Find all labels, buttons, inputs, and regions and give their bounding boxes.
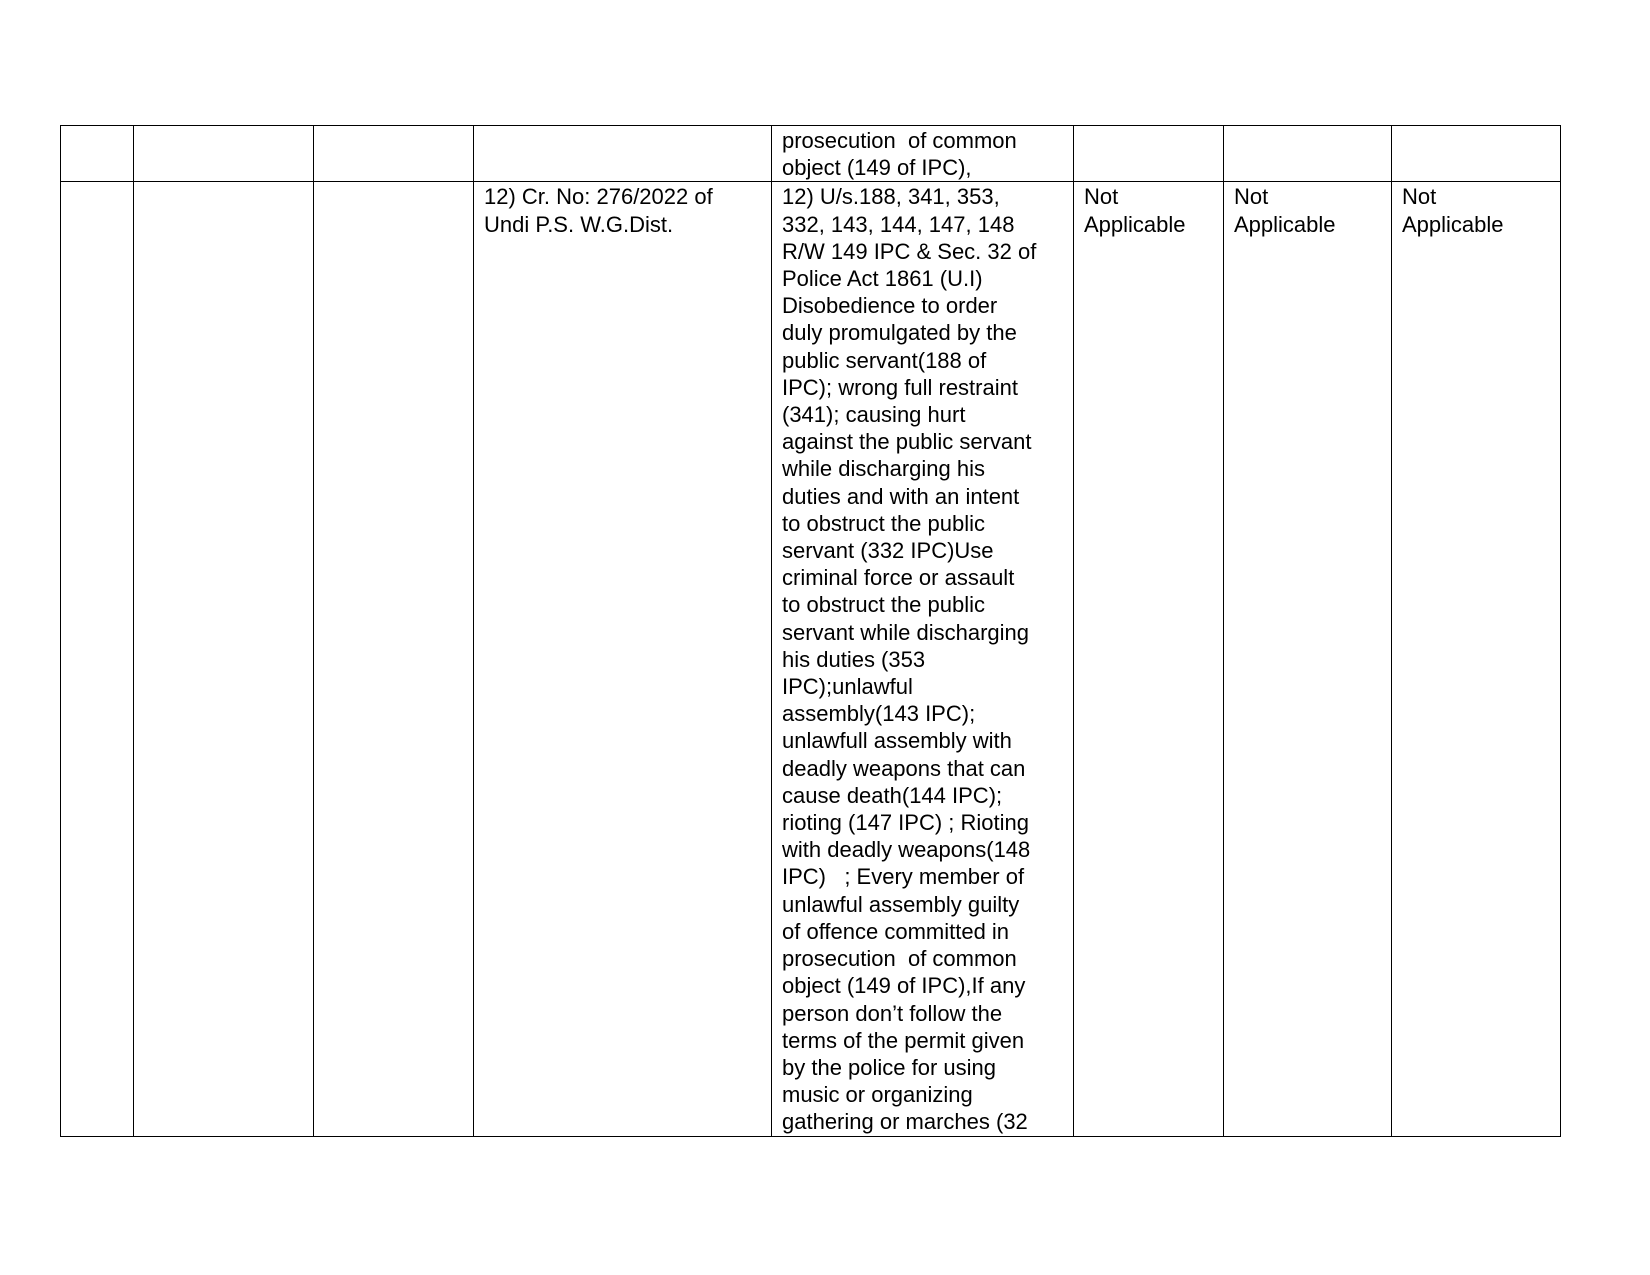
serial-number-cell [61, 126, 134, 182]
sections-description-cell: 12) U/s.188, 341, 353, 332, 143, 144, 147, 148 R/W 149 IPC & Sec. 32 of Police Act 1861 (U.I) Disobedience to order duly promulgated by the public servant(188 of IPC); wrong full restraint (341); causing hurt against the public servant while discharging his duties and with an intent to obstruct the public servant (332 IPC)Use criminal force or assault to obstruct the public servant while discharging his duties (353 IPC);unlawful assembly(143 IPC); unlawfull assembly with deadly weapons that can cause death(144 IPC); rioting (147 IPC) ; Rioting with deadly weapons(148 IPC) ; Every member of unlawful assembly guilty of offence committed in prosecution of common object (149 of IPC),If any person don’t follow the terms of the permit given by the police for using music or organizing gathering or marches (32 [772, 182, 1074, 1136]
serial-number-cell [61, 182, 134, 1136]
applicability-cell-3 [1392, 126, 1561, 182]
case-number-cell: 12) Cr. No: 276/2022 of Undi P.S. W.G.Dist. [474, 182, 772, 1136]
applicability-cell-3: Not Applicable [1392, 182, 1561, 1136]
sections-description-cell: prosecution of common object (149 of IPC), [772, 126, 1074, 182]
party-cell [314, 182, 474, 1136]
applicability-cell-2: Not Applicable [1224, 182, 1392, 1136]
table-row [61, 182, 1561, 1136]
name-cell [134, 126, 314, 182]
party-cell [314, 126, 474, 182]
applicability-cell-2 [1224, 126, 1392, 182]
name-cell [134, 182, 314, 1136]
applicability-cell-1: Not Applicable [1074, 182, 1224, 1136]
applicability-cell-1 [1074, 126, 1224, 182]
case-details-table [60, 125, 1561, 1137]
case-number-cell [474, 126, 772, 182]
table-row [61, 126, 1561, 182]
